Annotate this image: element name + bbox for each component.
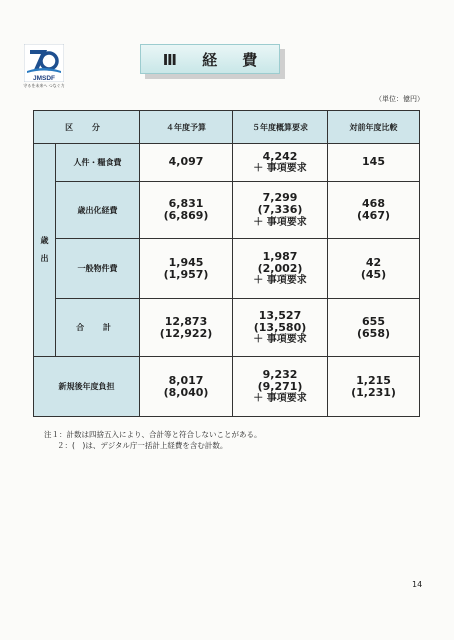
value-digital: (1,231) [351, 385, 396, 399]
header-diff: 対前年度比較 [328, 111, 420, 144]
value: 9,232 [262, 367, 298, 381]
cell-fy4 [140, 357, 233, 417]
page-number: 14 [412, 580, 423, 589]
value: 145 [362, 155, 385, 169]
request-note: ＋ 事項要求 [253, 162, 307, 174]
section-title: Ⅲ 経 費 [140, 44, 280, 74]
table-row [34, 181, 420, 238]
value: 1,987 [262, 249, 298, 263]
category-general: 一般物件費 [56, 239, 140, 299]
value: 8,017 [168, 373, 204, 387]
value: 4,242 [262, 149, 298, 163]
logo-text: JMSDF [32, 75, 56, 82]
value: 13,527 [258, 308, 302, 322]
value: 1,945 [168, 255, 204, 269]
cell-fy5 [233, 181, 328, 238]
value: 468 [362, 197, 385, 211]
table-row [34, 239, 420, 299]
cell-fy5 [233, 239, 328, 299]
value-digital: (658) [357, 326, 391, 340]
value: 7,299 [262, 191, 298, 205]
category-new-obligation: 新規後年度負担 [34, 357, 140, 417]
header-kubun: 区 分 [34, 111, 140, 144]
footnote-2: ２：( )は、デジタル庁一括計上経費を含む計数。 [57, 440, 228, 450]
cell-diff [328, 239, 420, 299]
value-digital: (45) [360, 267, 387, 281]
cell-diff [328, 181, 420, 238]
value-digital: (12,922) [159, 326, 213, 340]
value-digital: (13,580) [253, 320, 307, 334]
table-header-row [34, 111, 420, 144]
request-note: ＋ 事項要求 [253, 393, 307, 405]
cell-fy5 [233, 357, 328, 417]
cell-fy4 [140, 181, 233, 238]
outer-label-text: 歳 出 [40, 235, 49, 264]
cell-fy5 [233, 298, 328, 357]
value-digital: (2,002) [257, 261, 303, 275]
jmsdf-logo [24, 44, 64, 82]
table-row [34, 357, 420, 417]
value: 12,873 [164, 314, 208, 328]
footnote-1: 注１：計数は四捨五入により、合計等と符合しないことがある。 [44, 430, 262, 439]
value-digital: (7,336) [257, 203, 303, 217]
cell-diff [328, 144, 420, 182]
budget-table [33, 110, 420, 417]
cell-fy4 [140, 239, 233, 299]
cell-diff [328, 298, 420, 357]
value: 42 [365, 255, 382, 269]
header-fy5: ５年度概算要求 [233, 111, 328, 144]
cell-fy4 [140, 298, 233, 357]
unit-label: （単位：億円） [375, 95, 424, 103]
outer-label-saishutsu [34, 144, 56, 357]
request-note: ＋ 事項要求 [253, 275, 307, 287]
section-title-box [140, 44, 280, 74]
footnotes [44, 430, 262, 452]
cell-diff [328, 357, 420, 417]
value: 1,215 [356, 373, 391, 387]
category-total: 合 計 [56, 298, 140, 357]
value-digital: (467) [357, 209, 391, 223]
request-note: ＋ 事項要求 [253, 334, 307, 346]
value: 6,831 [168, 197, 204, 211]
category-personnel: 人件・糧食費 [56, 144, 140, 182]
value-digital: (6,869) [163, 209, 209, 223]
value: 655 [362, 314, 385, 328]
category-annualized: 歳出化経費 [56, 181, 140, 238]
value: 4,097 [168, 155, 204, 169]
request-note: ＋ 事項要求 [253, 216, 307, 228]
header-fy4: ４年度予算 [140, 111, 233, 144]
cell-fy4 [140, 144, 233, 182]
cell-fy5 [233, 144, 328, 182]
table-row [34, 144, 420, 182]
table-row [34, 298, 420, 357]
value-digital: (9,271) [257, 379, 303, 393]
value-digital: (1,957) [163, 267, 209, 281]
value-digital: (8,040) [163, 385, 209, 399]
logo-tagline: 守るを未来へ つなぐ力 [23, 83, 65, 88]
